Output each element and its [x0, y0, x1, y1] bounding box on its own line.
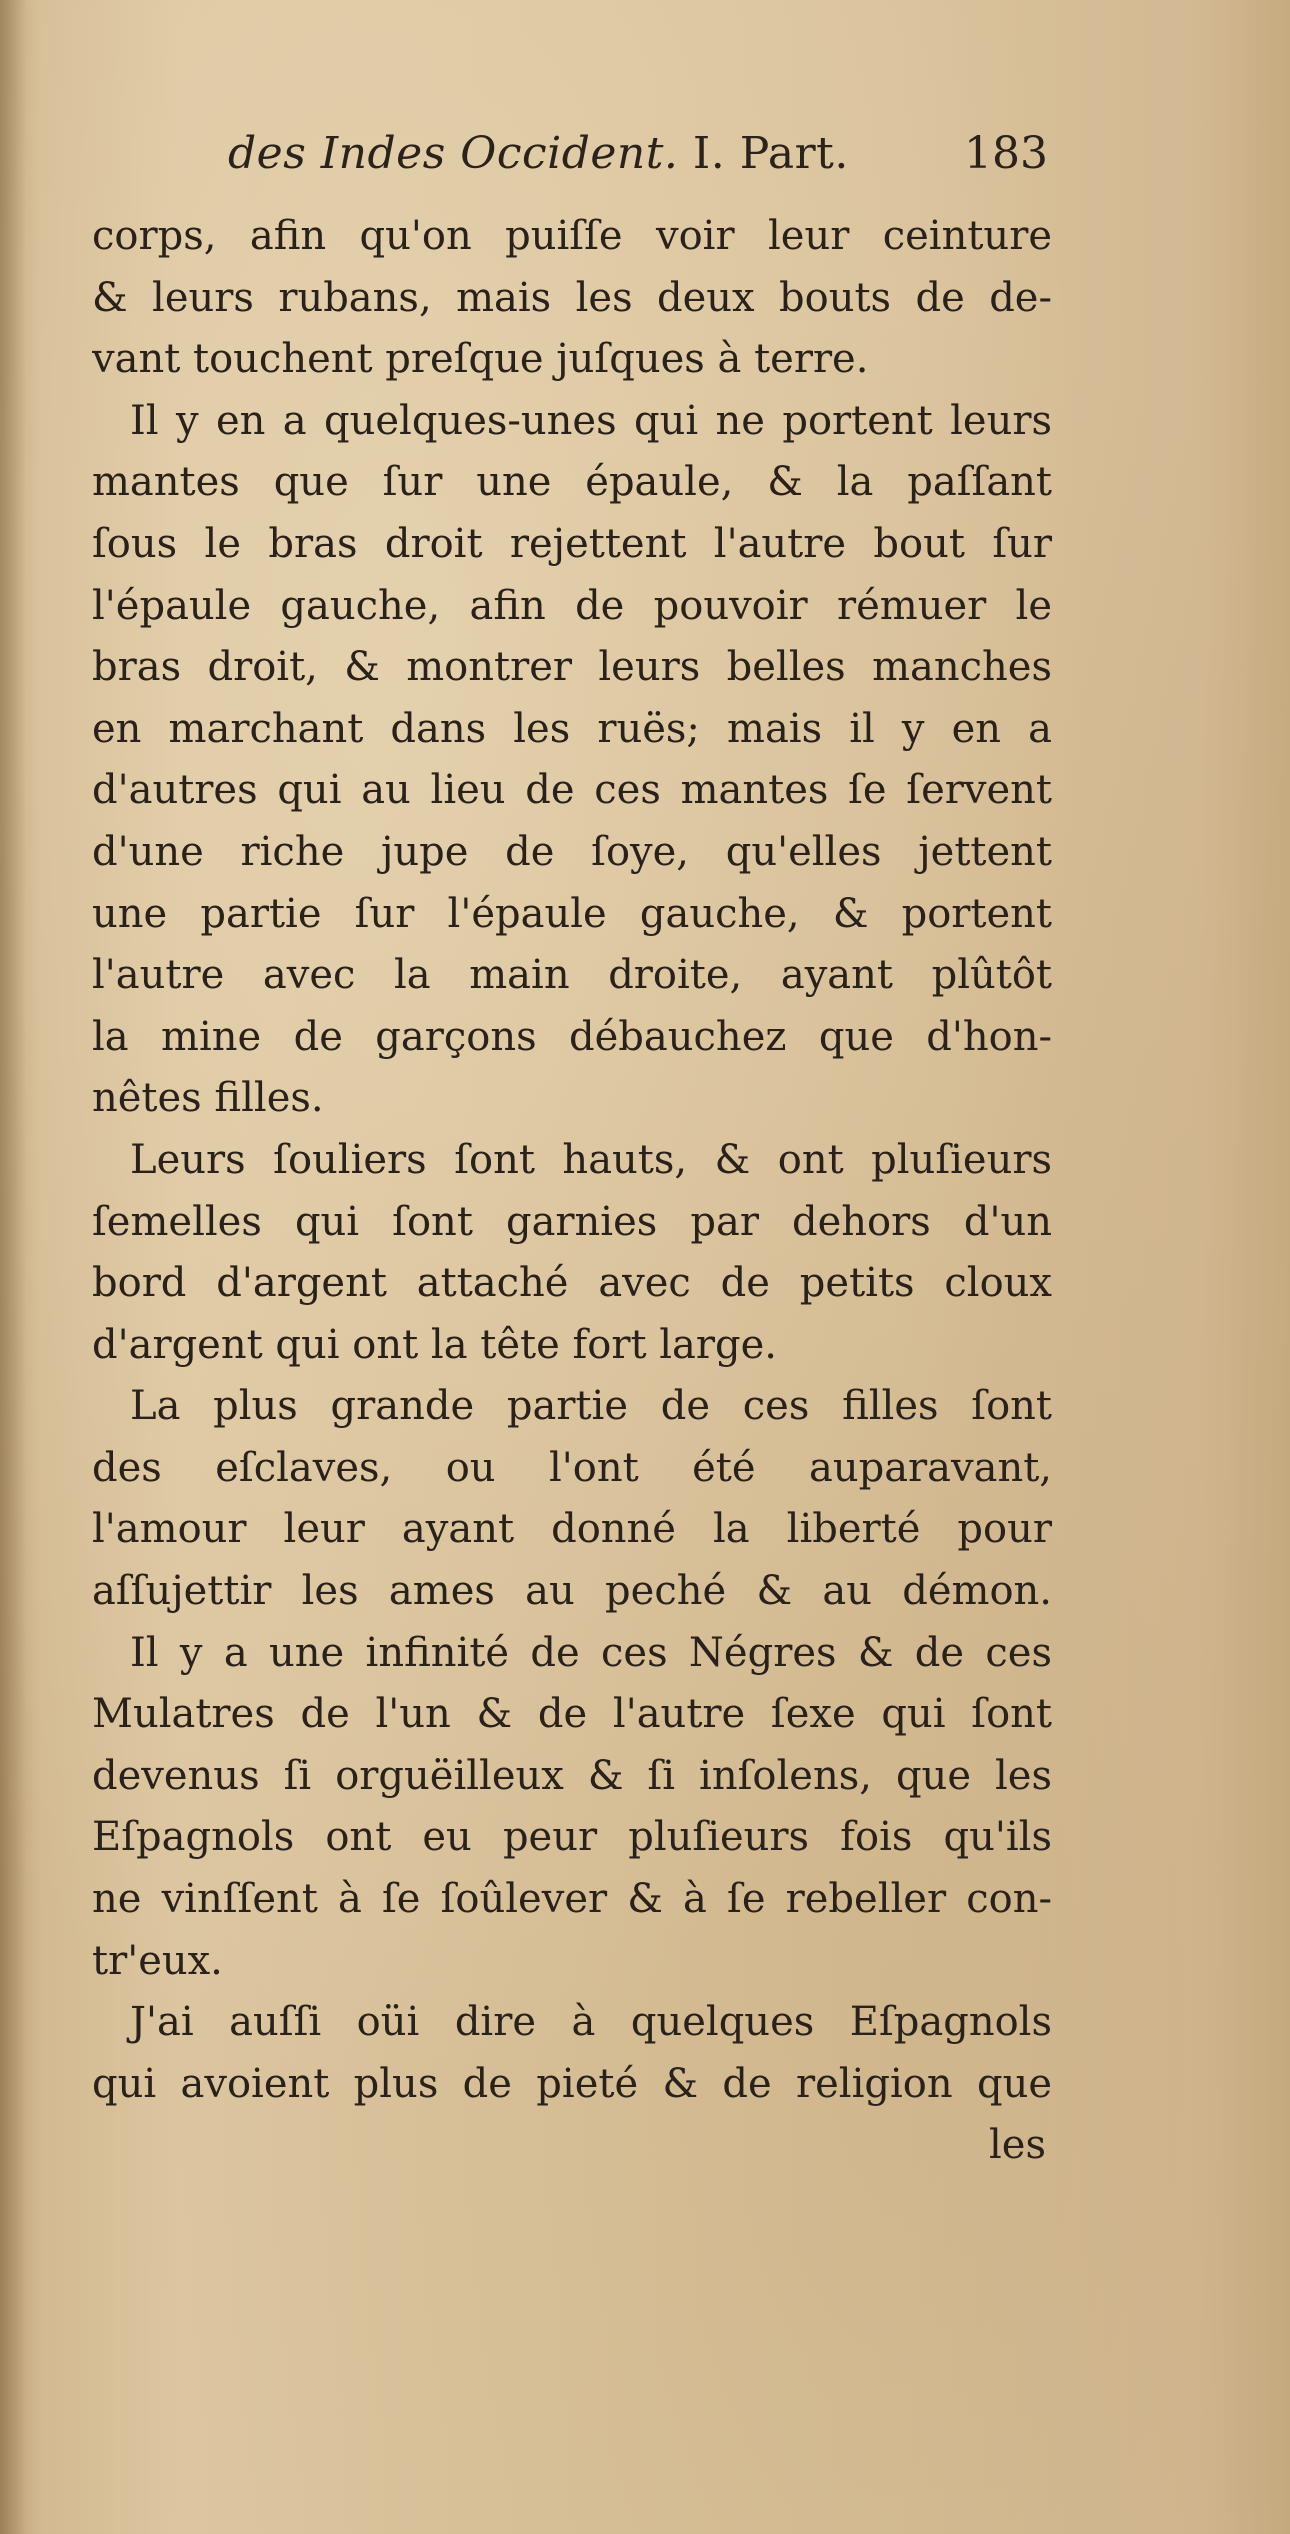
- text-line: ſemelles qui ſont garnies par dehors d'un: [92, 1198, 1052, 1245]
- text-line: ſous le bras droit rejettent l'autre bout ſur: [92, 520, 1052, 567]
- text-line: bras droit, & montrer leurs belles manches: [92, 644, 1052, 691]
- text-line: l'amour leur ayant donné la liberté pour: [92, 1506, 1052, 1553]
- text-line: ne vinſſent à ſe ſoûlever & à ſe rebeller con-: [92, 1876, 1052, 1923]
- text-line: en marchant dans les ruës; mais il y en a: [92, 705, 1052, 752]
- text-line: corps, afin qu'on puiſſe voir leur ceinture: [92, 213, 1052, 259]
- page-header: [228, 128, 1048, 188]
- text-line: aſſujettir les ames au peché & au démon.: [92, 1568, 1052, 1615]
- running-title: [228, 128, 849, 179]
- text-line: qui avoient plus de pieté & de religion que: [92, 2060, 1052, 2107]
- text-line: mantes que ſur une épaule, & la paſſant: [92, 459, 1052, 506]
- text-line: une partie ſur l'épaule gauche, & portent: [92, 890, 1052, 937]
- text-line: Il y en a quelques-unes qui ne portent leurs: [130, 397, 1052, 444]
- text-line: Eſpagnols ont eu peur pluſieurs fois qu'ils: [92, 1814, 1052, 1861]
- text-line: devenus ſi orguëilleux & ſi inſolens, que les: [92, 1752, 1052, 1799]
- text-line: Mulatres de l'un & de l'autre ſexe qui ſont: [92, 1691, 1052, 1738]
- text-line: & leurs rubans, mais les deux bouts de de-: [92, 274, 1052, 321]
- text-line: l'autre avec la main droite, ayant plûtôt: [92, 952, 1052, 999]
- text-line: la mine de garçons débauchez que d'hon-: [92, 1013, 1052, 1060]
- text-line: tr'eux.: [92, 1937, 223, 1984]
- text-line: d'autres qui au lieu de ces mantes ſe ſervent: [92, 767, 1052, 814]
- text-line: La plus grande partie de ces filles ſont: [130, 1383, 1052, 1430]
- running-part: I. Part.: [692, 128, 849, 179]
- text-line: d'argent qui ont la tête fort large.: [92, 1321, 778, 1368]
- text-line: Leurs ſouliers ſont hauts, & ont pluſieurs: [130, 1136, 1052, 1183]
- body-text: [92, 206, 1052, 2177]
- text-line: J'ai auſſi oüi dire à quelques Eſpagnols: [130, 1999, 1052, 2046]
- text-line: bord d'argent attaché avec de petits cloux: [92, 1260, 1052, 1307]
- text-line: d'une riche jupe de ſoye, qu'elles jettent: [92, 828, 1052, 875]
- catchword: les: [989, 2122, 1046, 2169]
- page-number: 183: [964, 128, 1048, 179]
- text-line: vant touchent preſque juſques à terre.: [92, 336, 869, 383]
- text-line: des eſclaves, ou l'ont été auparavant,: [92, 1444, 1052, 1491]
- text-line: nêtes filles.: [92, 1075, 324, 1122]
- text-line: l'épaule gauche, afin de pouvoir rémuer le: [92, 582, 1052, 629]
- running-title-text: des Indes Occident.: [228, 128, 679, 179]
- text-line: Il y a une infinité de ces Négres & de ces: [130, 1629, 1052, 1676]
